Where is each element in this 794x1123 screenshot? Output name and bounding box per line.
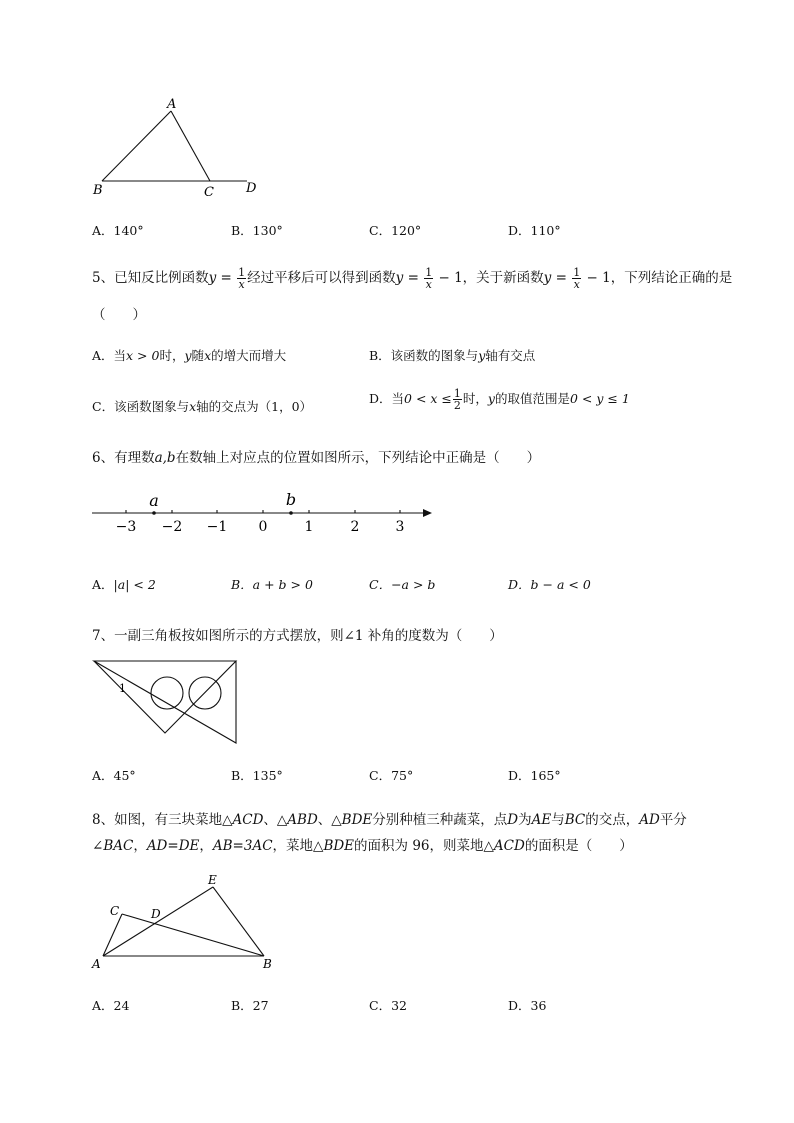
q8-label-c: C xyxy=(110,904,120,918)
q7-option-b: B．135° xyxy=(231,768,283,783)
q5-half-num: 1 xyxy=(453,387,461,400)
q5-optD-mid: 时， xyxy=(462,391,488,406)
q5-eq: = xyxy=(216,270,237,286)
q5-optC-pre: C．该函数图象与 xyxy=(92,399,190,414)
q5-var-y2: y xyxy=(395,270,404,286)
q5-frac-num2: 1 xyxy=(425,266,433,279)
q8-t3: 为 xyxy=(518,812,532,828)
q5-text-1: 5、已知反比例函数 xyxy=(92,270,209,286)
q4-line-ac xyxy=(171,111,210,181)
q5-option-a xyxy=(92,346,286,364)
q5-half-den: 2 xyxy=(453,399,461,412)
q8-l2b: ， xyxy=(133,838,147,854)
q7-set-square-2 xyxy=(94,661,236,733)
q8-t2: 分别种植三种蔬菜，点 xyxy=(372,812,508,828)
q5-fraction-1 xyxy=(237,267,246,290)
q8-l2a: ∠ xyxy=(92,838,104,854)
q8-ad: AD xyxy=(639,812,660,828)
q8-bde: BDE xyxy=(341,812,373,828)
q5-optB-y: y xyxy=(478,348,486,363)
q7-set-square-1 xyxy=(94,661,236,743)
q5-optD-y: y xyxy=(487,391,495,406)
q5-text-4: ，下列结论正确的是 xyxy=(610,270,733,286)
q5-optA-cond: x > 0 xyxy=(126,348,160,363)
q5-fraction-3 xyxy=(572,267,581,290)
q5-option-b xyxy=(369,346,535,364)
q5-optA-r1: 时， xyxy=(159,348,185,363)
q4-option-b: B．130° xyxy=(231,223,283,238)
q6-label-m1: −1 xyxy=(206,519,228,535)
q7-stem: 7、一副三角板按如图所示的方式摆放，则∠1 补角的度数为（ ） xyxy=(92,628,503,644)
q6-text-1: 6、有理数 xyxy=(92,450,155,466)
q8-sep2: 、△ xyxy=(317,812,342,828)
q6-text-2: 在数轴上对应点的位置如图所示，下列结论中正确是（ ） xyxy=(175,450,541,466)
q5-text-3: ，关于新函数 xyxy=(462,270,544,286)
q5-frac-den: x xyxy=(238,278,245,291)
q5-optC-x: x xyxy=(189,399,197,414)
q8-d: D xyxy=(507,812,519,828)
q6-axis-arrow xyxy=(423,509,432,517)
q5-frac-den3: x xyxy=(573,278,580,291)
q5-paren: （ ） xyxy=(92,307,146,323)
q4-option-c: C．120° xyxy=(369,223,422,238)
q5-frac-num3: 1 xyxy=(573,266,581,279)
q4-label-b: B xyxy=(93,183,103,198)
q6-label-m2: −2 xyxy=(161,519,183,535)
q6-label-b: b xyxy=(285,490,297,509)
q8-label-d: D xyxy=(151,907,161,921)
q5-half-fraction xyxy=(453,388,462,411)
q5-optD-range: 0 < y ≤ 1 xyxy=(570,391,630,406)
q5-optA-y: y xyxy=(184,348,192,363)
q6-option-d: D．b − a < 0 xyxy=(508,577,591,592)
q5-optD-pre: D．当 xyxy=(369,391,405,406)
q8-line-ae xyxy=(103,887,213,956)
q8-acd: ACD xyxy=(232,812,264,828)
q8-l2d: ，菜地△ xyxy=(272,838,324,854)
q4-label-d: D xyxy=(246,181,257,196)
q8-t6: 平分 xyxy=(659,812,687,828)
q8-ae: AE xyxy=(531,812,552,828)
q8-bc: BC xyxy=(564,812,586,828)
q6-label-3: 3 xyxy=(395,519,405,535)
q7-angle-label: 1 xyxy=(119,682,126,695)
q8-option-d: D．36 xyxy=(508,998,547,1013)
q8-l2c: ， xyxy=(199,838,213,854)
q8-t5: 的交点， xyxy=(585,812,640,828)
q6-label-a: a xyxy=(149,491,159,510)
q7-option-a: A．45° xyxy=(92,768,136,783)
q8-option-c: C．32 xyxy=(369,998,407,1013)
q6-optA-pre: A． xyxy=(92,577,114,592)
q7-circle-left xyxy=(151,677,183,709)
q5-var-y: y xyxy=(208,270,217,286)
q5-option-d xyxy=(369,388,630,411)
q8-abd: ABD xyxy=(287,812,318,828)
q5-optA-pre: A．当 xyxy=(92,348,127,363)
q8-option-b: B．27 xyxy=(231,998,269,1013)
q8-label-a: A xyxy=(92,957,101,971)
q8-adde: AD=DE xyxy=(146,838,200,854)
q6-number-line xyxy=(88,488,438,538)
q4-triangle-figure xyxy=(85,92,270,202)
q4-line-ab xyxy=(102,111,171,181)
q5-frac-den2: x xyxy=(425,278,432,291)
q7-triangles-figure xyxy=(90,655,245,750)
q8-l2e: 的面积为 96，则菜地△ xyxy=(354,838,494,854)
q6-label-1: 1 xyxy=(304,519,314,535)
q4-option-d: D．110° xyxy=(508,223,561,238)
q5-minus1: − 1 xyxy=(434,270,463,286)
q8-option-a: A．24 xyxy=(92,998,130,1013)
q6-point-b xyxy=(289,511,293,515)
q8-stem-line1 xyxy=(92,808,687,828)
q8-t4: 与 xyxy=(551,812,565,828)
q6-label-2: 2 xyxy=(350,519,360,535)
q6-ab: a,b xyxy=(154,450,176,466)
q5-var-y3: y xyxy=(543,270,552,286)
q4-label-c: C xyxy=(204,185,214,200)
q5-text-2: 经过平移后可以得到函数 xyxy=(247,270,396,286)
q6-option-a xyxy=(92,575,156,593)
q8-line-cb xyxy=(122,914,264,956)
q6-label-0: 0 xyxy=(258,519,268,535)
q5-stem-line1 xyxy=(92,266,732,290)
q5-optA-x: x xyxy=(204,348,212,363)
q5-fraction-2 xyxy=(424,267,433,290)
q8-ab3ac: AB=3AC xyxy=(212,838,273,854)
q5-optA-r2: 随 xyxy=(191,348,205,363)
q5-optD-post: 的取值范围是 xyxy=(494,391,570,406)
q5-optB-pre: B．该函数的图象与 xyxy=(369,348,479,363)
q8-stem-line2 xyxy=(92,834,633,854)
q6-option-c: C．−a > b xyxy=(369,577,436,592)
q8-label-b: B xyxy=(263,957,272,971)
q5-eq2: = xyxy=(403,270,424,286)
q6-option-b: B．a + b > 0 xyxy=(231,577,313,592)
q7-option-d: D．165° xyxy=(508,768,561,783)
q8-acd2: ACD xyxy=(493,838,525,854)
q4-option-a: A．140° xyxy=(92,223,144,238)
q6-optA-expr: |a| < 2 xyxy=(113,577,156,592)
q8-bac: BAC xyxy=(103,838,134,854)
q8-line-eb xyxy=(213,887,264,956)
q4-label-a: A xyxy=(167,97,177,112)
q8-label-e: E xyxy=(208,873,217,887)
q8-sep1: 、△ xyxy=(263,812,288,828)
q8-l2f: 的面积是（ ） xyxy=(524,838,633,854)
q5-optD-cond: 0 < x ≤ xyxy=(404,391,452,406)
q6-label-m3: −3 xyxy=(115,519,137,535)
q5-optC-post: 轴的交点为（1，0） xyxy=(196,399,313,414)
q8-triangle-figure xyxy=(88,872,283,974)
q5-frac-num: 1 xyxy=(238,266,246,279)
q8-t1: 8、如图，有三块菜地△ xyxy=(92,812,233,828)
q7-option-c: C．75° xyxy=(369,768,414,783)
q5-option-c xyxy=(92,397,312,415)
q8-bde2: BDE xyxy=(323,838,355,854)
q5-minus1b: − 1 xyxy=(582,270,611,286)
q6-point-a xyxy=(152,511,156,515)
q5-optA-r3: 的增大而增大 xyxy=(211,348,287,363)
q6-stem xyxy=(92,446,540,466)
q5-optB-post: 轴有交点 xyxy=(485,348,536,363)
q5-eq3: = xyxy=(551,270,572,286)
